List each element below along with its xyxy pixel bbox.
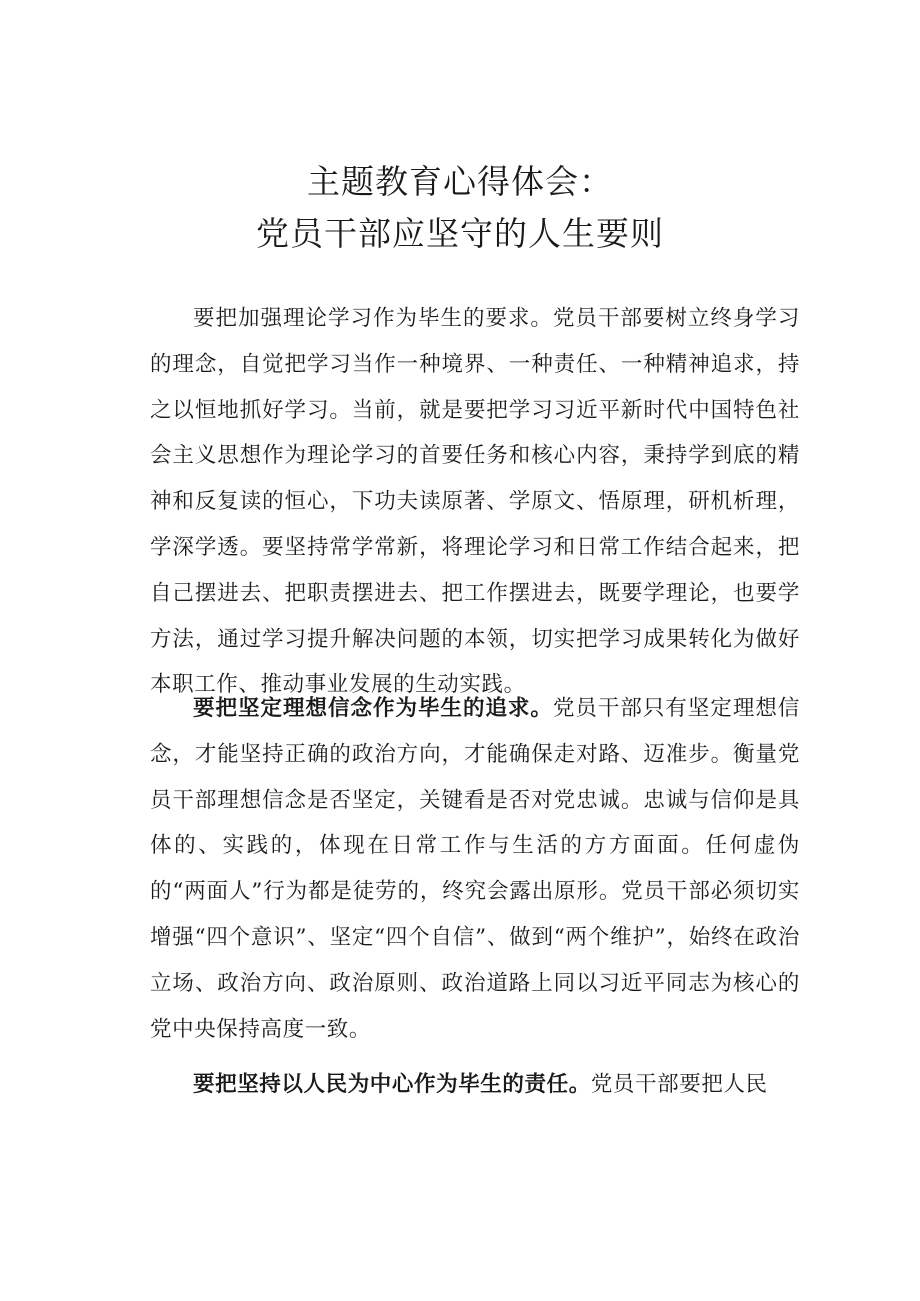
paragraph-lead: 要把坚持以人民为中心作为毕生的责任。 bbox=[193, 1072, 591, 1097]
paragraph-body: 党员干部只有坚定理想信念，才能坚持正确的政治方向，才能确保走对路、迈准步。衡量党员干部理想信念是否坚定，关键看是否对党忠诚。忠诚与信仰是具体的、实践的，体现在日常工作与生活的方方面面。任何虚伪的“两面人”行为都是徒劳的，终究会露出原形。党员干部必须切实增强“四个意识”、坚定“四个自信”、做到“两个维护”，始终在政治立场、政治方向、政治原则、政治道路上同以习近平同志为核心的党中央保持高度一致。 bbox=[150, 696, 800, 1042]
paragraph-body: 党员干部要树立终身学习的理念，自觉把学习当作一种境界、一种责任、一种精神追求，持之以恒地抓好学习。当前，就是要把学习习近平新时代中国特色社会主义思想作为理论学习的首要任务和核心内容，秉持学到底的精神和反复读的恒心，下功夫读原著、学原文、悟原理，研机析理，学深学透。要坚持常学常新，将理论学习和日常工作结合起来，把自己摆进去、把职责摆进去、把工作摆进去，既要学理论，也要学方法，通过学习提升解决问题的本领，切实把学习成果转化为做好本职工作、推动事业发展的生动实践。 bbox=[150, 306, 800, 698]
paragraph-lead: 要把加强理论学习作为毕生的要求。 bbox=[193, 306, 553, 331]
title-line-2: 党员干部应坚守的人生要则 bbox=[256, 214, 664, 253]
title-line-1: 主题教育心得体会： bbox=[307, 162, 613, 201]
paragraph-theory-study bbox=[150, 296, 800, 708]
paragraph-ideals-beliefs bbox=[150, 686, 800, 1052]
paragraph-body: 党员干部要把人民 bbox=[590, 1072, 768, 1097]
paragraph-lead: 要把坚定理想信念作为毕生的追求。 bbox=[193, 696, 553, 721]
paragraph-people-centered bbox=[150, 1062, 800, 1108]
